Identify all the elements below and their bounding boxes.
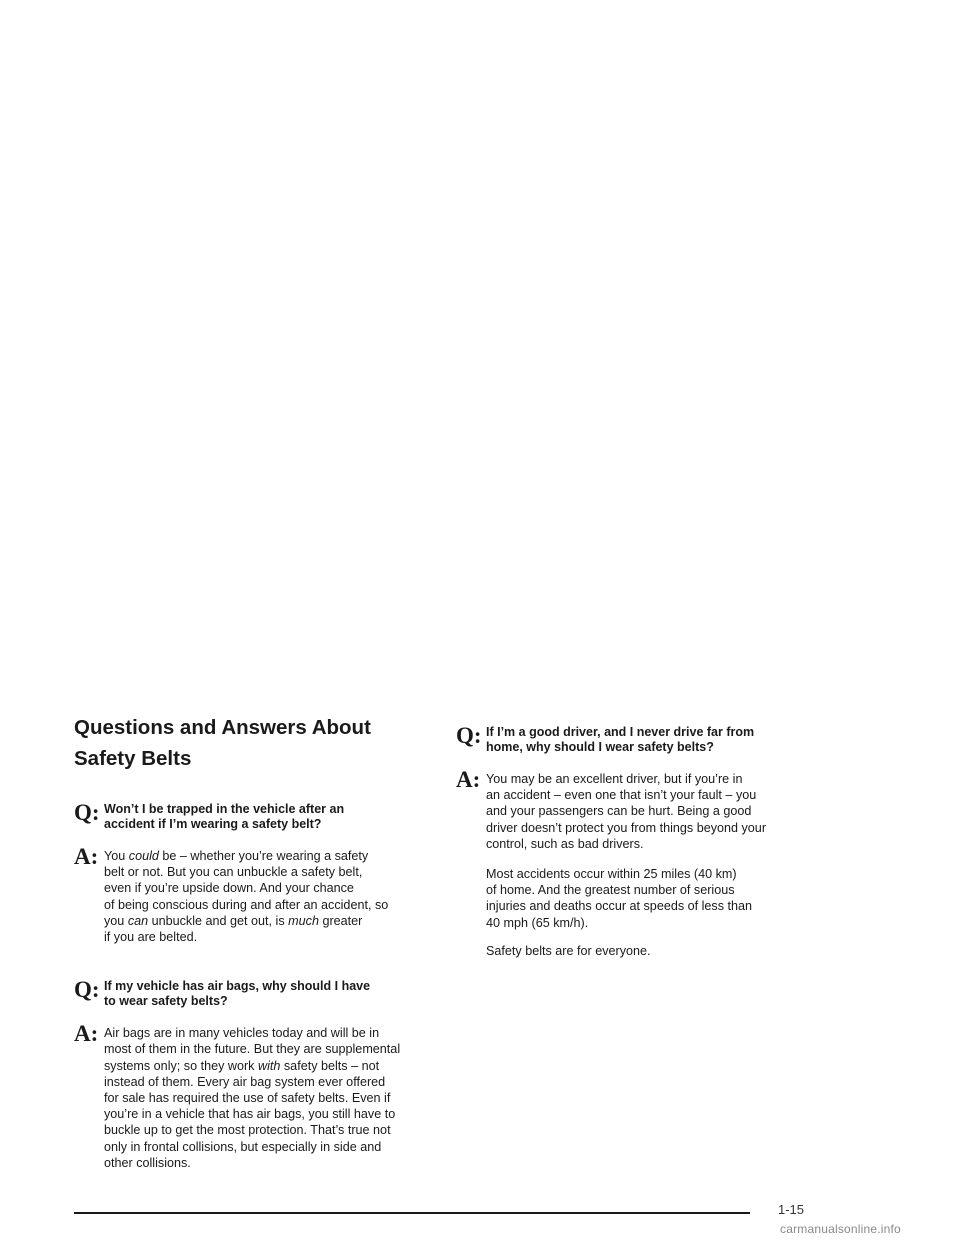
section-title-line1: Questions and Answers About	[74, 716, 371, 739]
question-mark-label: Q:	[74, 977, 100, 1003]
paragraph-line: Safety belts are for everyone.	[486, 943, 651, 958]
answer-line: driver doesn’t protect you from things beyond your	[486, 820, 767, 835]
question-text	[486, 725, 816, 755]
body-paragraph	[486, 866, 816, 931]
question-line: If I’m a good driver, and I never drive far from	[486, 725, 755, 739]
answer-line: buckle up to get the most protection. That’s true not	[104, 1123, 391, 1138]
page-number: 1-15	[778, 1202, 805, 1217]
answer-line: of being conscious during and after an accident, so	[104, 897, 389, 912]
answer-line: if you are belted.	[104, 930, 198, 945]
section-title-line2: Safety Belts	[74, 747, 192, 770]
answer-line: other collisions.	[104, 1155, 191, 1170]
answer-line: you’re in a vehicle that has air bags, you still have to	[104, 1107, 396, 1122]
question-2	[74, 979, 436, 1009]
answer-line: You could be – whether you’re wearing a safety	[104, 849, 369, 863]
question-text	[104, 802, 436, 832]
question-line: Won’t I be trapped in the vehicle after an	[104, 802, 345, 816]
answer-text	[104, 1025, 436, 1171]
answer-line: instead of them. Every air bag system ever offered	[104, 1074, 386, 1089]
question-line: If my vehicle has air bags, why should I have	[104, 979, 371, 994]
paragraph-line: 40 mph (65 km/h).	[486, 915, 589, 930]
section-title	[74, 712, 436, 774]
question-line: to wear safety belts?	[104, 994, 228, 1009]
paragraph-line: Most accidents occur within 25 miles (40 km)	[486, 867, 737, 882]
body-paragraph	[486, 943, 816, 959]
answer-line: you can unbuckle and get out, is much greater	[104, 913, 363, 928]
question-mark-label: Q:	[74, 800, 100, 825]
paragraph-line: injuries and deaths occur at speeds of less than	[486, 899, 753, 914]
question-text	[104, 979, 436, 1009]
question-3	[456, 725, 816, 755]
answer-line: control, such as bad drivers.	[486, 836, 644, 851]
question-line: home, why should I wear safety belts?	[486, 740, 714, 754]
question-mark-label: Q:	[456, 723, 482, 748]
answer-line: and your passengers can be hurt. Being a good	[486, 804, 752, 819]
answer-line: systems only; so they work with safety belts – not	[104, 1058, 380, 1073]
question-1	[74, 802, 436, 832]
answer-line: belt or not. But you can unbuckle a safety belt,	[104, 865, 363, 880]
answer-text	[104, 848, 436, 945]
answer-line: only in frontal collisions, but especially in side and	[104, 1139, 382, 1154]
answer-line: Air bags are in many vehicles today and will be in	[104, 1026, 380, 1041]
answer-line: even if you’re upside down. And your chance	[104, 881, 354, 896]
answer-2	[74, 1021, 436, 1171]
paragraph-line: of home. And the greatest number of serious	[486, 883, 735, 898]
answer-mark-label: A:	[74, 844, 99, 869]
question-line: accident if I’m wearing a safety belt?	[104, 817, 322, 831]
answer-1	[74, 844, 436, 945]
answer-3	[456, 767, 816, 852]
right-column	[456, 712, 816, 959]
answer-line: an accident – even one that isn’t your fault – you	[486, 788, 757, 803]
left-column	[74, 712, 436, 1205]
answer-line: You may be an excellent driver, but if you’re in	[486, 772, 743, 786]
answer-mark-label: A:	[456, 767, 481, 792]
answer-line: for sale has required the use of safety belts. Even if	[104, 1091, 391, 1106]
answer-mark-label: A:	[74, 1021, 99, 1047]
answer-text	[486, 771, 816, 852]
watermark: carmanualsonline.info	[780, 1222, 901, 1236]
footer-rule	[74, 1212, 750, 1214]
answer-line: most of them in the future. But they are supplemental	[104, 1042, 401, 1057]
